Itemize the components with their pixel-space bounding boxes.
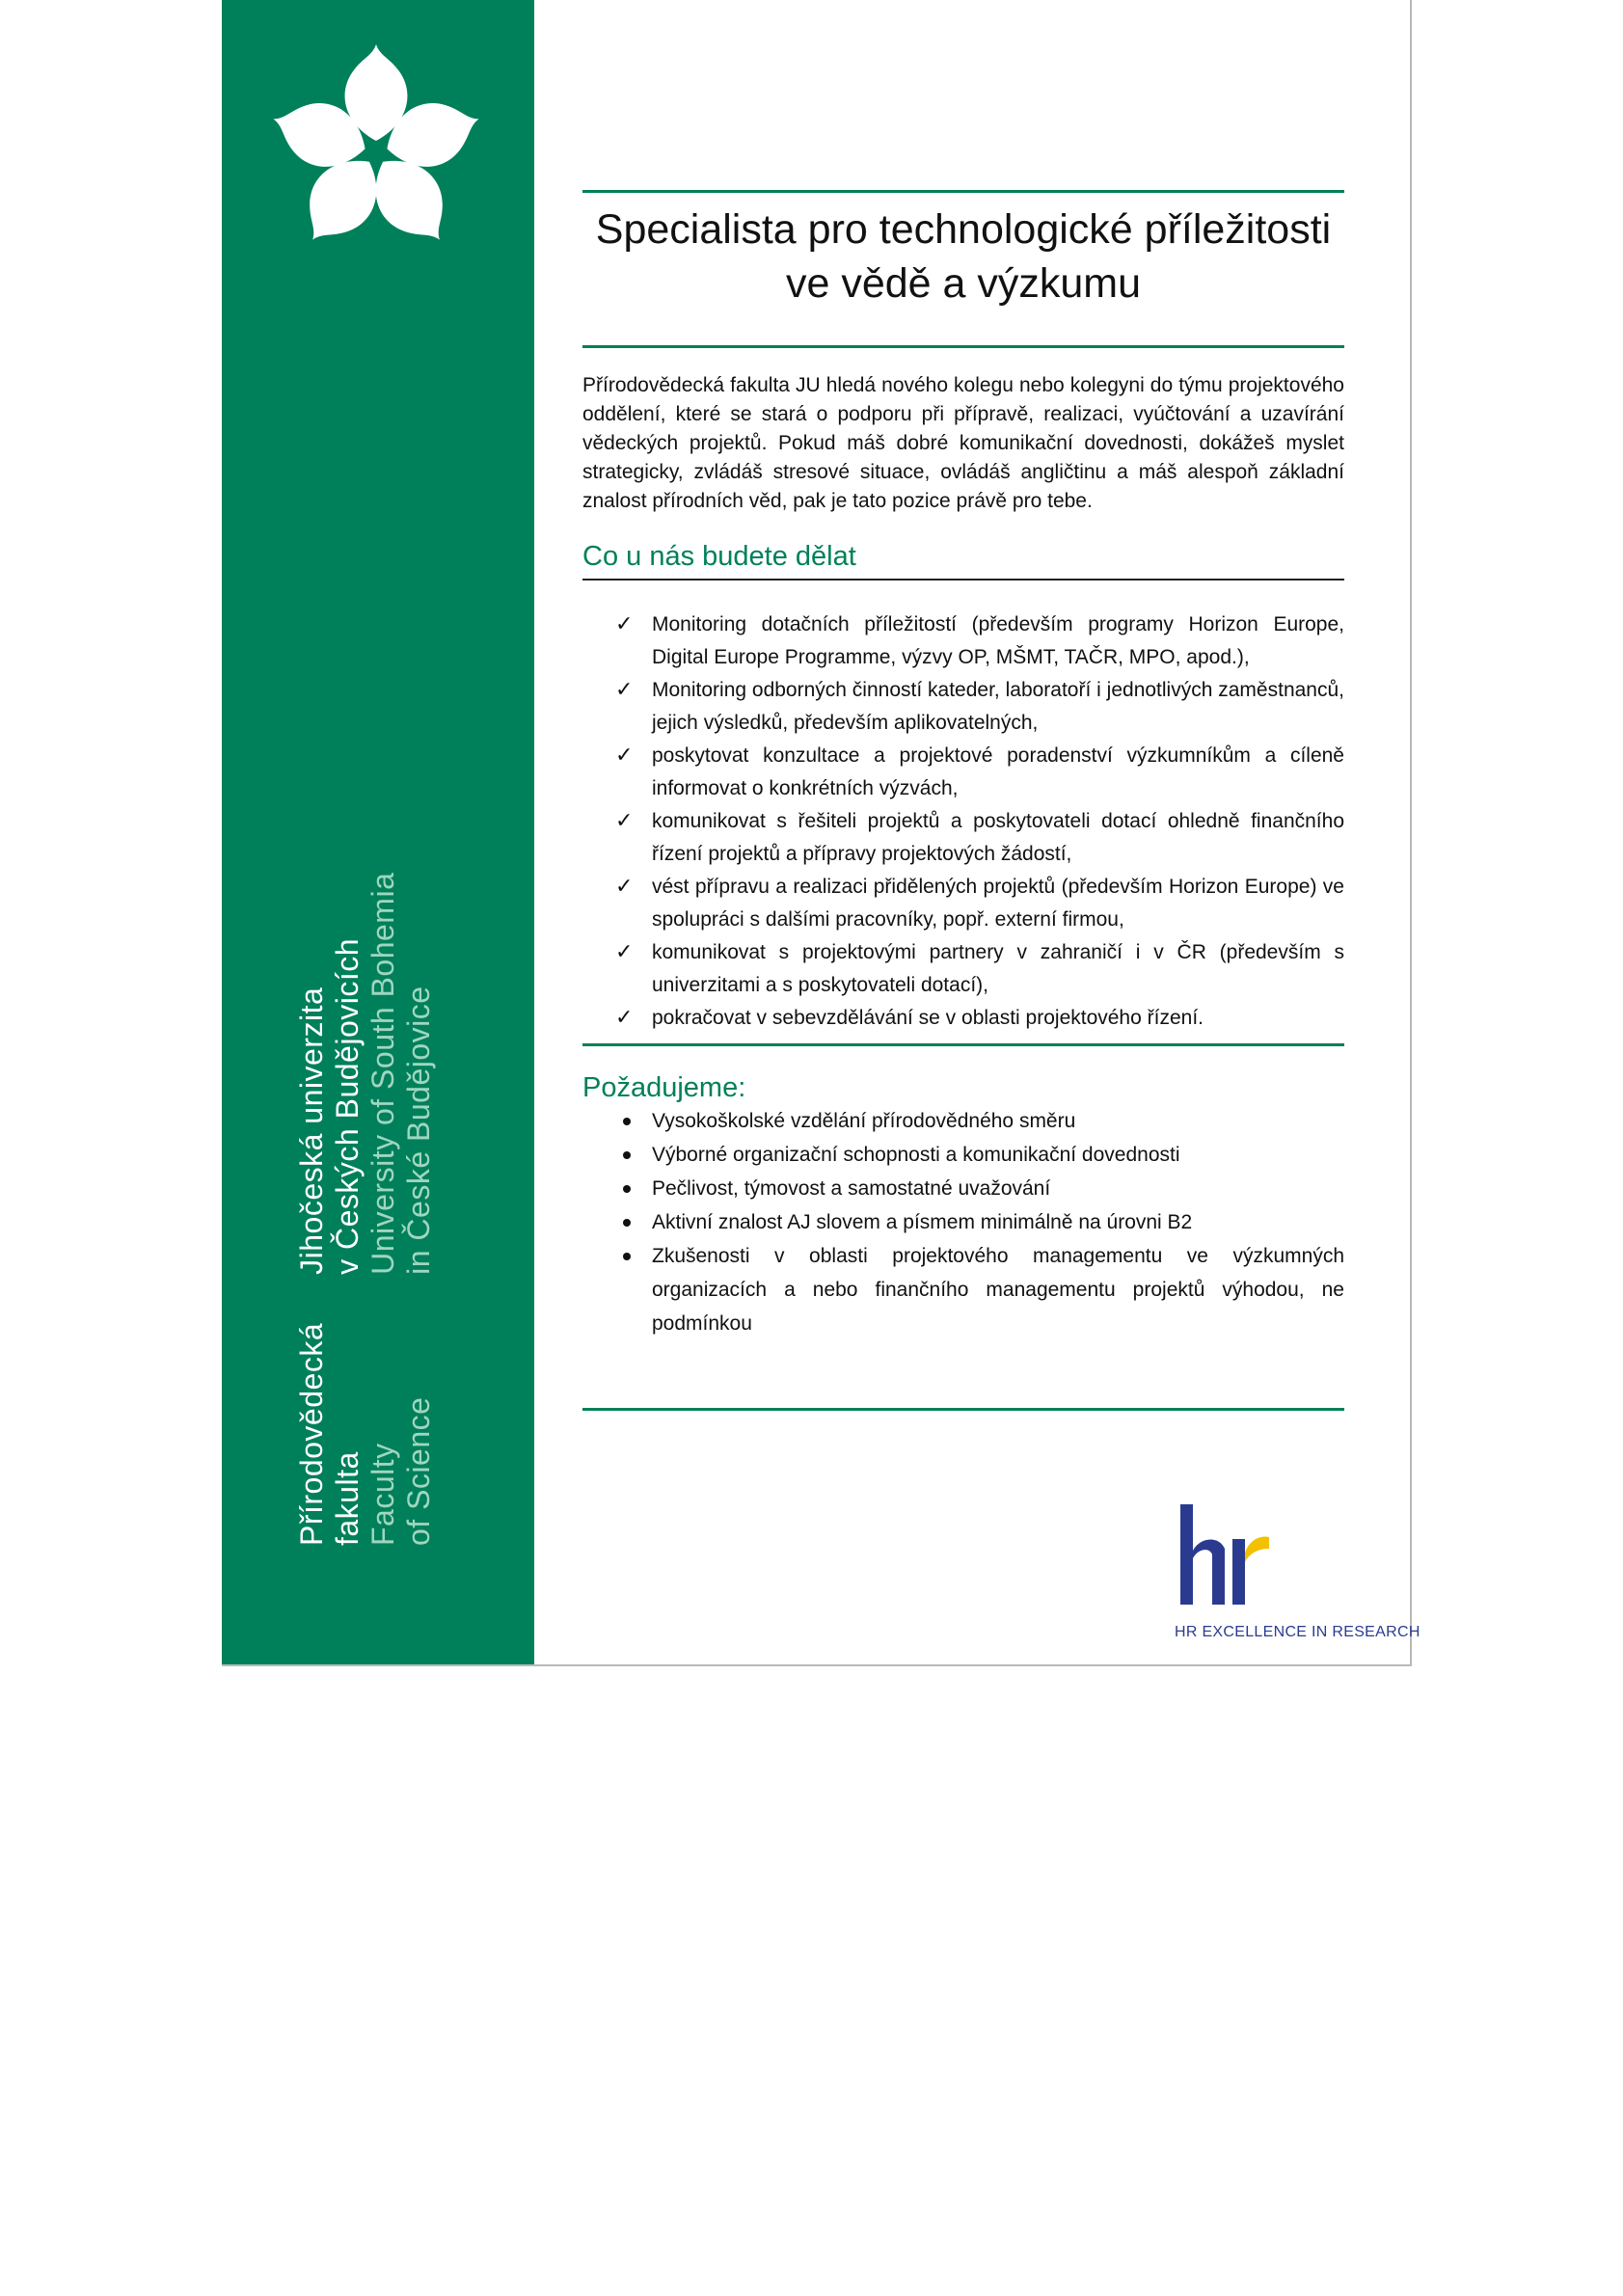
faculty-en-line-1: Faculty xyxy=(365,1443,400,1546)
green-sidebar xyxy=(222,0,534,1664)
duty-item-text: komunikovat s řešiteli projektů a poskytovateli dotací ohledně finančního řízení projektů a přípravy projektových žádostí, xyxy=(652,810,1344,865)
checkmark-icon: ✓ xyxy=(615,678,634,702)
duty-item xyxy=(582,1002,1344,1035)
duties-rule xyxy=(582,579,1344,581)
requirements-list xyxy=(582,1104,1344,1340)
duty-item-text: vést přípravu a realizaci přidělených projektů (především Horizon Europe) ve spolupráci s dalšími pracovníky, popř. externí firmou, xyxy=(652,876,1344,931)
requirement-item-text: Pečlivost, týmovost a samostatné uvažování xyxy=(652,1177,1051,1200)
duty-item-text: Monitoring odborných činností kateder, laboratoří i jednotlivých zaměstnanců, jejich výsledků, především aplikovatelných, xyxy=(652,679,1344,734)
title-line-1: Specialista pro technologické příležitosti xyxy=(595,206,1332,253)
duties-heading: Co u nás budete dělat xyxy=(582,541,856,572)
checkmark-icon: ✓ xyxy=(615,809,634,833)
requirements-heading: Požadujeme: xyxy=(582,1072,746,1103)
university-en-line-1: University of South Bohemia xyxy=(365,872,400,1275)
university-cs-line-2: v Českých Budějovicích xyxy=(330,937,365,1275)
university-name-block xyxy=(294,873,437,1275)
hr-excellence-logo-icon xyxy=(1177,1500,1273,1607)
bullet-icon xyxy=(623,1151,631,1159)
intro-paragraph: Přírodovědecká fakulta JU hledá nového kolegu nebo kolegyni do týmu projektového oddělení, které se stará o podporu při přípravě, realizaci, vyúčtování a uzavírání vědeckých projektů. Pokud máš dobré komunikační dovednosti, dokážeš myslet strategicky, zvládáš stresové situace, ovládáš angličtinu a máš alespoň základní znalost přírodních věd, pak je tato pozice právě pro tebe. xyxy=(582,374,1344,512)
bullet-icon xyxy=(623,1253,631,1260)
university-cs-line-1: Jihočeská univerzita xyxy=(294,986,329,1275)
duty-item-text: Monitoring dotačních příležitostí (především programy Horizon Europe, Digital Europe Programme, výzvy OP, MŠMT, TAČR, MPO, apod.), xyxy=(652,613,1344,668)
requirement-item-text: Výborné organizační schopnosti a komunikační dovednosti xyxy=(652,1144,1180,1166)
bullet-icon xyxy=(623,1118,631,1125)
requirements-top-rule xyxy=(582,1043,1344,1046)
duty-item xyxy=(582,936,1344,1002)
requirement-item xyxy=(582,1205,1344,1239)
university-flower-logo-icon xyxy=(270,39,482,251)
requirement-item xyxy=(582,1239,1344,1340)
faculty-en-line-2: of Science xyxy=(401,1396,436,1546)
checkmark-icon: ✓ xyxy=(615,743,634,768)
requirement-item xyxy=(582,1104,1344,1138)
bullet-icon xyxy=(623,1185,631,1193)
faculty-cs-line-1: Přírodovědecká xyxy=(294,1322,329,1546)
duty-item-text: komunikovat s projektovými partnery v zahraničí i v ČR (především s univerzitami a s poskytovateli dotací), xyxy=(652,941,1344,996)
requirement-item-text: Zkušenosti v oblasti projektového managementu ve výzkumných organizacích a nebo finančního managementu projektů výhodou, ne podmínkou xyxy=(652,1245,1344,1335)
title-bottom-rule xyxy=(582,345,1344,348)
checkmark-icon: ✓ xyxy=(615,875,634,899)
faculty-name-block xyxy=(294,1323,437,1546)
title-top-rule xyxy=(582,190,1344,193)
duties-list xyxy=(582,608,1344,1035)
duty-item-text: pokračovat v sebevzdělávání se v oblasti projektového řízení. xyxy=(652,1007,1204,1029)
duty-item xyxy=(582,871,1344,936)
job-poster-page xyxy=(222,0,1420,1666)
university-en-line-2: in České Budějovice xyxy=(401,986,436,1275)
requirement-item xyxy=(582,1138,1344,1172)
requirement-item-text: Vysokoškolské vzdělání přírodovědného směru xyxy=(652,1110,1076,1132)
main-content xyxy=(582,0,1344,1411)
bottom-rule xyxy=(582,1408,1344,1411)
checkmark-icon: ✓ xyxy=(615,940,634,964)
title-line-2: ve vědě a výzkumu xyxy=(785,260,1142,307)
requirement-item-text: Aktivní znalost AJ slovem a písmem minimálně na úrovni B2 xyxy=(652,1211,1193,1233)
requirement-item xyxy=(582,1172,1344,1205)
duty-item xyxy=(582,674,1344,740)
page-title xyxy=(582,203,1344,311)
duty-item-text: poskytovat konzultace a projektové poradenství výzkumníkům a cíleně informovat o konkrétních výzvách, xyxy=(652,744,1344,799)
bullet-icon xyxy=(623,1219,631,1227)
duty-item xyxy=(582,805,1344,871)
vertical-institution-name xyxy=(294,873,437,1546)
duty-item xyxy=(582,740,1344,805)
duty-item xyxy=(582,608,1344,674)
checkmark-icon: ✓ xyxy=(615,1006,634,1030)
checkmark-icon: ✓ xyxy=(615,612,634,636)
hr-excellence-caption: HR EXCELLENCE IN RESEARCH xyxy=(1175,1624,1420,1640)
faculty-cs-line-2: fakulta xyxy=(330,1451,365,1546)
